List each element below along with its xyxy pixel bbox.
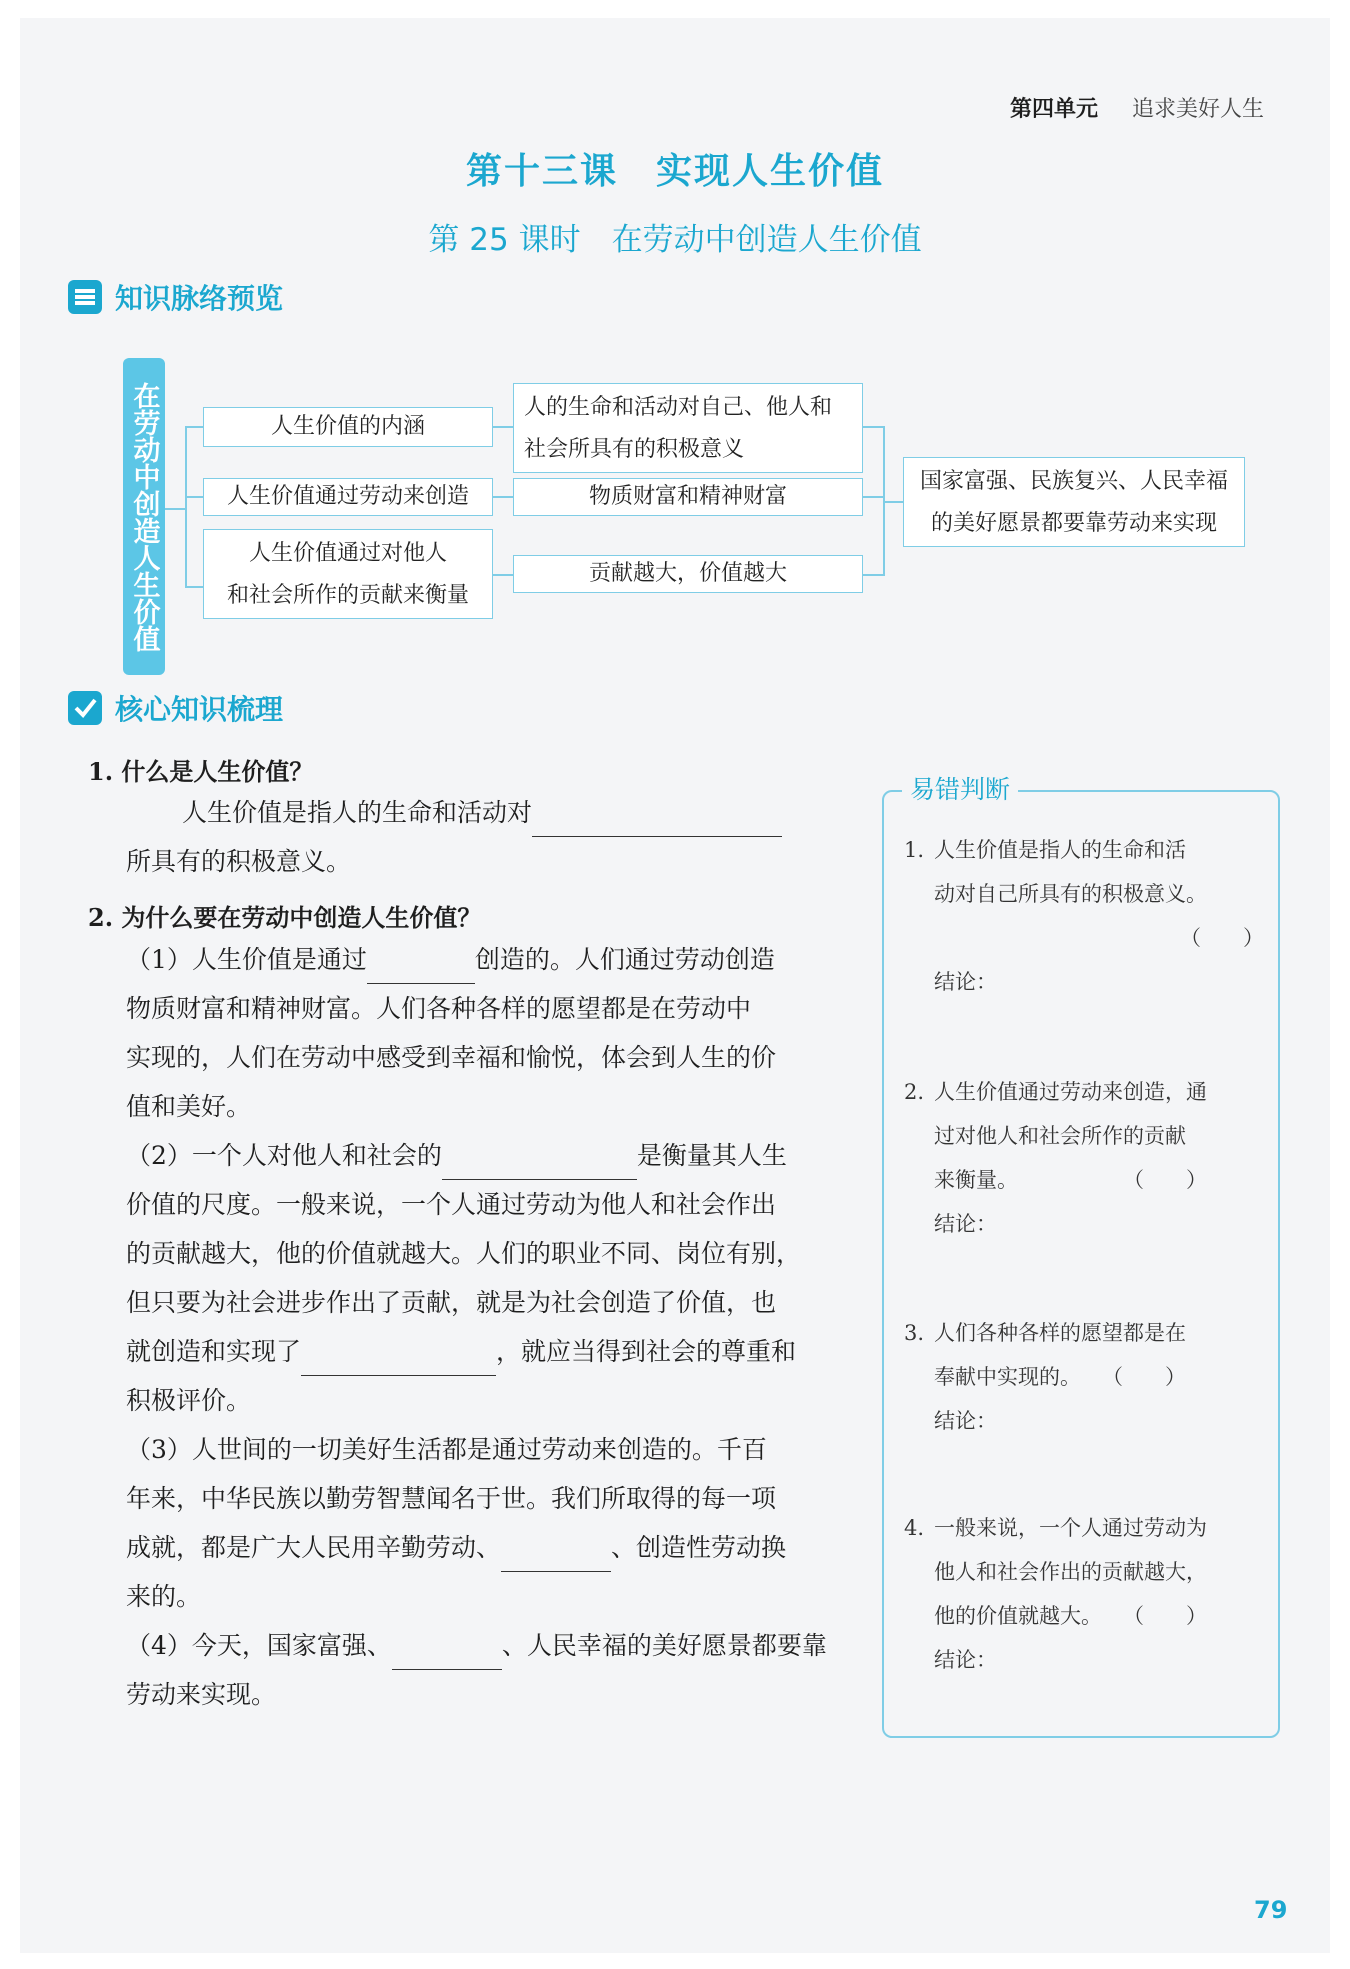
item-line: 人生价值是指人的生命和活 — [934, 838, 1186, 862]
q1-text-a: 人生价值是指人的生命和活动对 — [182, 798, 533, 827]
p2-e: 积极评价。 — [126, 1386, 252, 1415]
connector — [185, 426, 187, 588]
judgment-item-4 — [904, 1506, 1264, 1682]
item-num: 2. — [904, 1080, 925, 1104]
connector — [863, 426, 883, 428]
unit-title: 追求美好人生 — [1132, 97, 1265, 122]
item-num: 4. — [904, 1516, 925, 1540]
connector — [185, 496, 203, 498]
connector — [883, 501, 903, 503]
connector — [185, 426, 203, 428]
p1-line: 值和美好。 — [126, 1092, 252, 1121]
conclusion-box — [903, 457, 1245, 547]
branch-right-3-text: 贡献越大，价值越大 — [588, 561, 787, 586]
connector — [185, 586, 203, 588]
answer-paren[interactable]: （ ） — [1102, 1365, 1186, 1389]
p1-a: （1）人生价值是通过 — [126, 945, 367, 974]
p1-b: 创造的。人们通过劳动创造 — [474, 945, 775, 974]
answer-paren[interactable]: （ ） — [1180, 926, 1264, 950]
p3-line: （3）人世间的一切美好生活都是通过劳动来创造的。千百 — [126, 1435, 767, 1464]
mindmap-root-label: 在劳动中创造人生价值 — [128, 381, 160, 652]
branch-left-3-line1: 人生价值通过对他人 — [248, 541, 447, 566]
overview-heading: 知识脉络预览 — [115, 282, 284, 315]
branch-left-1 — [203, 407, 493, 447]
p2-line: 的贡献越大，他的价值就越大。人们的职业不同、岗位有别， — [126, 1239, 802, 1268]
branch-right-2-text: 物质财富和精神财富 — [588, 484, 787, 509]
judgment-item-2 — [904, 1070, 1264, 1246]
p3-line: 年来，中华民族以勤劳智慧闻名于世。我们所取得的每一项 — [126, 1484, 777, 1513]
item-line: 过对他人和社会所作的贡献 — [934, 1124, 1186, 1148]
judgment-item-1 — [904, 828, 1264, 1004]
fill-blank[interactable] — [392, 1641, 502, 1670]
answer-paren[interactable]: （ ） — [1123, 1168, 1207, 1192]
branch-right-3 — [513, 555, 863, 593]
branch-left-3-line2: 和社会所作的贡献来衡量 — [226, 583, 469, 608]
conclusion-label: 结论： — [934, 1212, 997, 1236]
p3-c: 来的。 — [126, 1582, 202, 1611]
question-2-num: 2. — [88, 903, 114, 932]
question-1-num: 1. — [88, 757, 114, 786]
book-icon — [68, 280, 102, 314]
page — [20, 18, 1330, 1953]
mindmap-root — [123, 358, 165, 675]
conclusion-label: 结论： — [934, 970, 997, 994]
judgment-item-3 — [904, 1311, 1264, 1443]
connector — [863, 496, 883, 498]
conclusion-label: 结论： — [934, 1409, 997, 1433]
q1-text-b: 所具有的积极意义。 — [126, 847, 352, 876]
item-line: 来衡量。 — [934, 1168, 1018, 1192]
checkbox-icon — [68, 691, 102, 725]
p4-a: （4）今天，国家富强、 — [126, 1631, 392, 1660]
item-line: 奉献中实现的。 — [934, 1365, 1081, 1389]
item-num: 1. — [904, 838, 925, 862]
section-title: 第 25 课时 在劳动中创造人生价值 — [428, 222, 922, 258]
branch-left-1-text: 人生价值的内涵 — [270, 414, 425, 439]
lesson-title: 第十三课 实现人生价值 — [465, 151, 884, 192]
p1-line: 实现的，人们在劳动中感受到幸福和愉悦，体会到人生的价 — [126, 1043, 777, 1072]
conclusion-label: 结论： — [934, 1648, 997, 1672]
fill-blank[interactable] — [301, 1347, 496, 1376]
connector — [863, 574, 883, 576]
p2-c: 就创造和实现了 — [126, 1337, 302, 1366]
fill-blank[interactable] — [501, 1543, 611, 1572]
answer-block — [126, 935, 846, 1719]
item-line: 动对自己所具有的积极意义。 — [934, 882, 1207, 906]
item-line: 他人和社会作出的贡献越大， — [934, 1560, 1207, 1584]
p2-b: 是衡量其人生 — [636, 1141, 787, 1170]
fill-blank[interactable] — [532, 808, 782, 837]
fill-blank[interactable] — [367, 955, 475, 984]
p2-line: 但只要为社会进步作出了贡献，就是为社会创造了价值，也 — [126, 1288, 777, 1317]
branch-right-1 — [513, 383, 863, 473]
item-line: 人们各种各样的愿望都是在 — [934, 1321, 1186, 1345]
item-line: 一般来说，一个人通过劳动为 — [934, 1516, 1207, 1540]
p2-line: 价值的尺度。一般来说，一个人通过劳动为他人和社会作出 — [126, 1190, 777, 1219]
branch-right-1-line2: 社会所具有的积极意义 — [524, 437, 745, 462]
fill-blank[interactable] — [442, 1151, 637, 1180]
page-number: 79 — [1254, 1896, 1288, 1924]
branch-left-2-text: 人生价值通过劳动来创造 — [226, 484, 469, 509]
p1-line: 物质财富和精神财富。人们各种各样的愿望都是在劳动中 — [126, 994, 752, 1023]
branch-left-3 — [203, 529, 493, 619]
item-line: 人生价值通过劳动来创造，通 — [934, 1080, 1207, 1104]
p4-c: 劳动来实现。 — [126, 1680, 277, 1709]
p2-d: ，就应当得到社会的尊重和 — [496, 1337, 797, 1366]
item-line: 他的价值就越大。 — [934, 1604, 1102, 1628]
connector — [493, 496, 513, 498]
question-2 — [88, 898, 481, 933]
unit-label: 第四单元 — [1010, 97, 1099, 122]
item-num: 3. — [904, 1321, 925, 1345]
branch-left-2 — [203, 478, 493, 516]
p2-a: （2）一个人对他人和社会的 — [126, 1141, 442, 1170]
conclusion-line1: 国家富强、民族复兴、人民幸福 — [919, 469, 1228, 494]
p3-a: 成就，都是广大人民用辛勤劳动、 — [126, 1533, 502, 1562]
answer-paren[interactable]: （ ） — [1123, 1604, 1207, 1628]
conclusion-line2: 的美好愿景都要靠劳动来实现 — [930, 511, 1217, 536]
core-heading: 核心知识梳理 — [115, 693, 284, 726]
question-1-title: 什么是人生价值？ — [121, 757, 314, 786]
q1-answer — [126, 788, 846, 886]
question-1 — [88, 752, 313, 787]
connector — [493, 426, 513, 428]
p3-b: 、创造性劳动换 — [611, 1533, 787, 1562]
branch-right-1-line1: 人的生命和活动对自己、他人和 — [524, 395, 833, 420]
p4-b: 、人民幸福的美好愿景都要靠 — [501, 1631, 827, 1660]
branch-right-2 — [513, 478, 863, 516]
question-2-title: 为什么要在劳动中创造人生价值？ — [121, 903, 482, 932]
error-judgment-title: 易错判断 — [902, 770, 1018, 806]
connector — [493, 574, 513, 576]
connector — [165, 508, 185, 510]
